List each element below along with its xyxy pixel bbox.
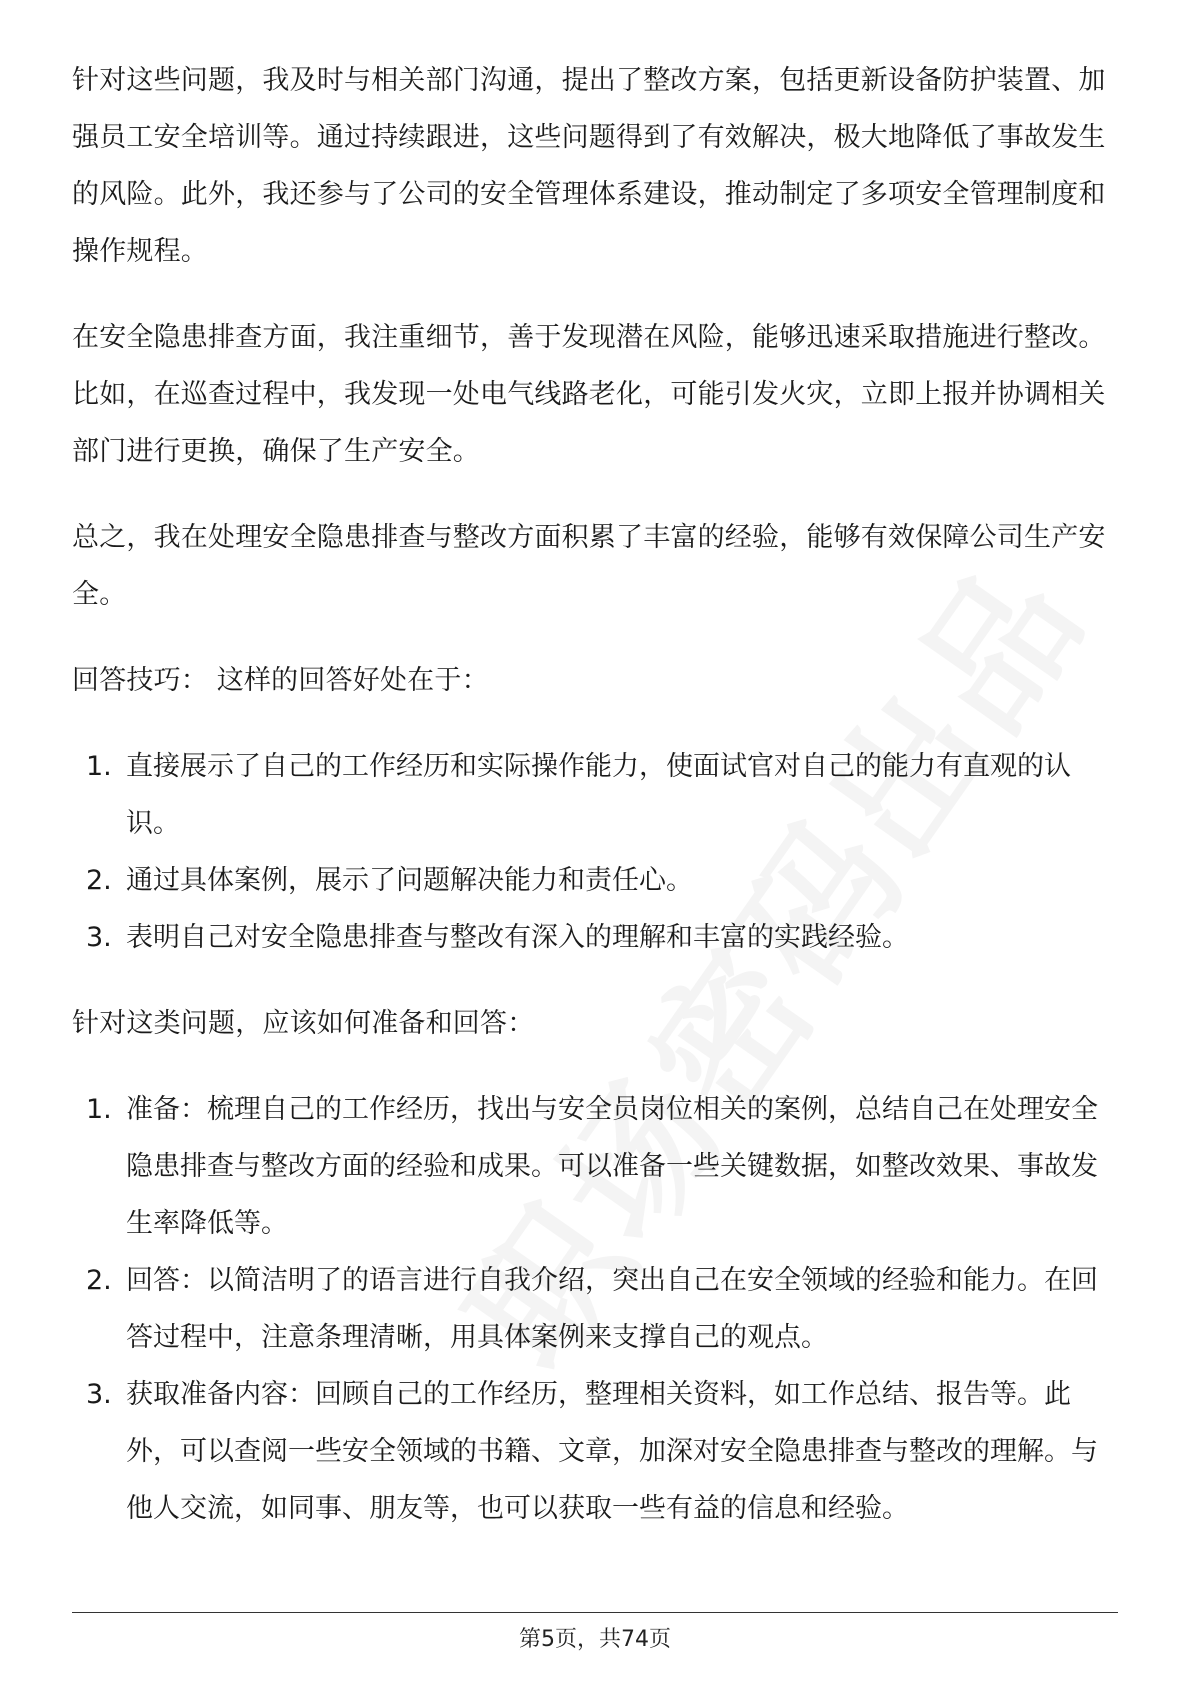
list-number: 2.: [86, 1265, 112, 1296]
page-number: 第5页，共74页: [519, 1627, 671, 1652]
list-item-text: 通过具体案例，展示了问题解决能力和责任心。: [126, 865, 693, 896]
list-item: [72, 1252, 1122, 1366]
paragraph-1: 针对这些问题，我及时与相关部门沟通，提出了整改方案，包括更新设备防护装置、加强员工安全培训等。通过持续跟进，这些问题得到了有效解决，极大地降低了事故发生的风险。此外，我还参与了公司的安全管理体系建设，推动制定了多项安全管理制度和操作规程。: [72, 65, 1106, 267]
list-number: 3.: [86, 922, 112, 953]
tips-heading: 回答技巧： 这样的回答好处在于：: [72, 665, 489, 696]
list-number: 1.: [86, 1094, 112, 1125]
tips-list: [72, 738, 1122, 966]
document-body: [72, 52, 1122, 1566]
paragraph-2: 在安全隐患排查方面，我注重细节，善于发现潜在风险，能够迅速采取措施进行整改。比如，在巡查过程中，我发现一处电气线路老化，可能引发火灾，立即上报并协调相关部门进行更换，确保了生产安全。: [72, 322, 1106, 467]
list-item: [72, 852, 1122, 909]
prep-list: [72, 1081, 1122, 1537]
list-item: [72, 738, 1122, 852]
list-number: 2.: [86, 865, 112, 896]
list-item-text: 表明自己对安全隐患排查与整改有深入的理解和丰富的实践经验。: [126, 922, 909, 953]
list-item-text: 直接展示了自己的工作经历和实际操作能力，使面试官对自己的能力有直观的认识。: [126, 751, 1071, 839]
list-item-text: 准备：梳理自己的工作经历，找出与安全员岗位相关的案例，总结自己在处理安全隐患排查与整改方面的经验和成果。可以准备一些关键数据，如整改效果、事故发生率降低等。: [126, 1094, 1098, 1239]
list-item: [72, 1366, 1122, 1537]
paragraph-3: 总之，我在处理安全隐患排查与整改方面积累了丰富的经验，能够有效保障公司生产安全。: [72, 522, 1106, 610]
list-item: [72, 909, 1122, 966]
list-item-text: 回答：以简洁明了的语言进行自我介绍，突出自己在安全领域的经验和能力。在回答过程中，注意条理清晰，用具体案例来支撑自己的观点。: [126, 1265, 1098, 1353]
footer-divider: [72, 1612, 1118, 1613]
list-number: 3.: [86, 1379, 112, 1410]
list-number: 1.: [86, 751, 112, 782]
list-item-text: 获取准备内容：回顾自己的工作经历，整理相关资料，如工作总结、报告等。此外，可以查阅一些安全领域的书籍、文章，加深对安全隐患排查与整改的理解。与他人交流，如同事、朋友等，也可以获取一些有益的信息和经验。: [126, 1379, 1098, 1524]
prep-heading: 针对这类问题，应该如何准备和回答：: [72, 1008, 535, 1039]
list-item: [72, 1081, 1122, 1252]
